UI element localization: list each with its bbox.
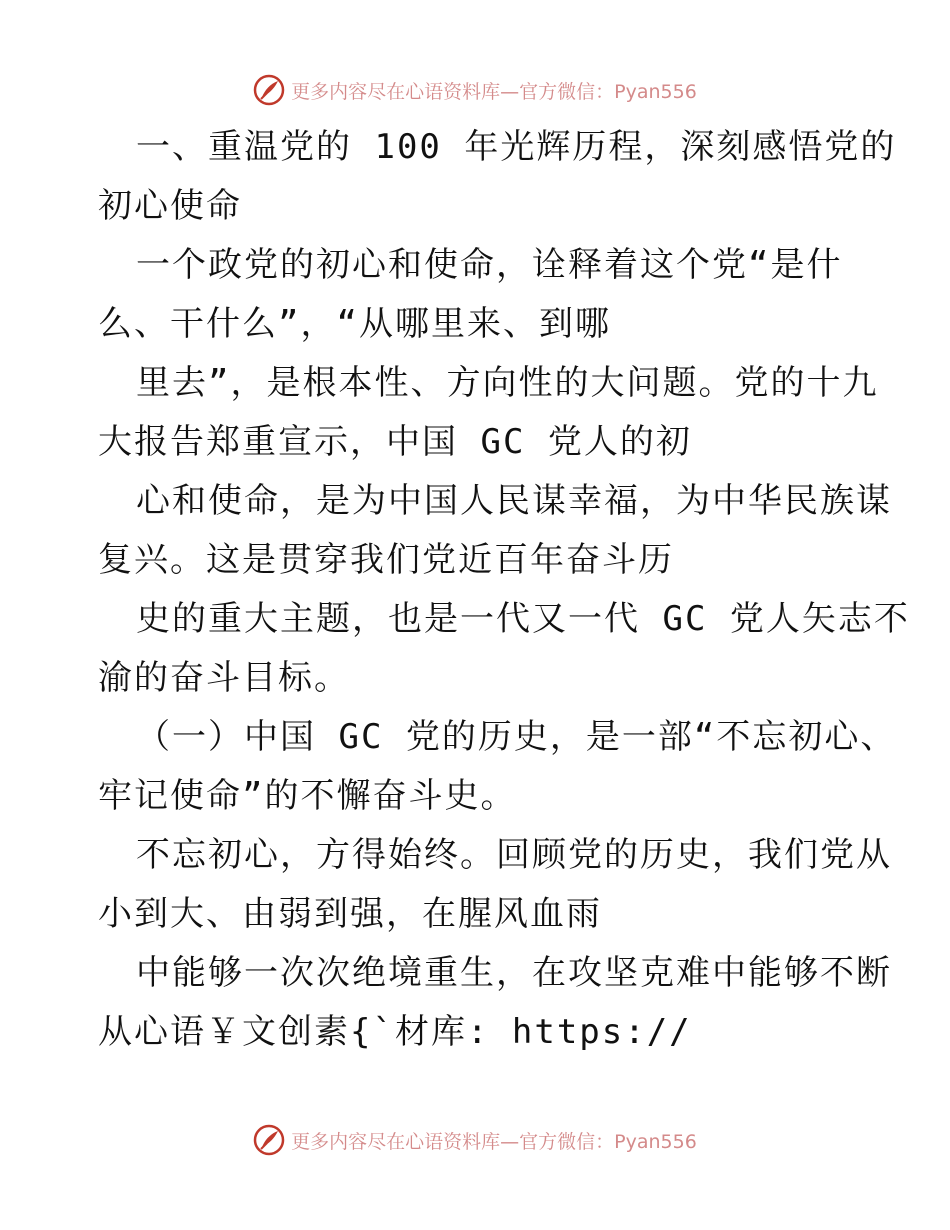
text-line: 中能够一次次绝境重生，在攻坚克难中能够不断: [136, 953, 892, 993]
text-line: 渝的奋斗目标。: [98, 658, 350, 698]
text-line: 么、干什么”，“从哪里来、到哪: [98, 304, 611, 344]
text-line: 大报告郑重宣示，中国 GC 党人的初: [98, 422, 692, 462]
watermark-text: 更多内容尽在心语资料库—官方微信：Pyan556: [291, 80, 697, 103]
text-line: 里去”，是根本性、方向性的大问题。党的十九: [136, 363, 879, 403]
text-line: （一）中国 GC 党的历史，是一部“不忘初心、: [136, 717, 897, 757]
text-line: 心和使命，是为中国人民谋幸福，为中华民族谋: [136, 481, 892, 521]
feather-quill-logo-icon: [253, 74, 285, 106]
text-line: 小到大、由弱到强，在腥风血雨: [98, 894, 602, 934]
footer-watermark: [0, 1120, 950, 1160]
text-line: 不忘初心，方得始终。回顾党的历史，我们党从: [136, 835, 892, 875]
watermark-text: 更多内容尽在心语资料库—官方微信：Pyan556: [291, 1130, 697, 1153]
text-line: 一、重温党的 100 年光辉历程，深刻感悟党的: [136, 127, 897, 167]
text-line: 从心语￥文创素{`材库: https://: [98, 1012, 692, 1052]
text-line: 复兴。这是贯穿我们党近百年奋斗历: [98, 540, 674, 580]
text-line: 牢记使命”的不懈奋斗史。: [98, 776, 517, 816]
text-line: 史的重大主题，也是一代又一代 GC 党人矢志不: [136, 599, 910, 639]
header-watermark: [0, 70, 950, 110]
text-line: 一个政党的初心和使命，诠释着这个党“是什: [136, 245, 843, 285]
document-body: [98, 118, 910, 1062]
text-line: 初心使命: [98, 186, 242, 226]
feather-quill-logo-icon: [253, 1124, 285, 1156]
